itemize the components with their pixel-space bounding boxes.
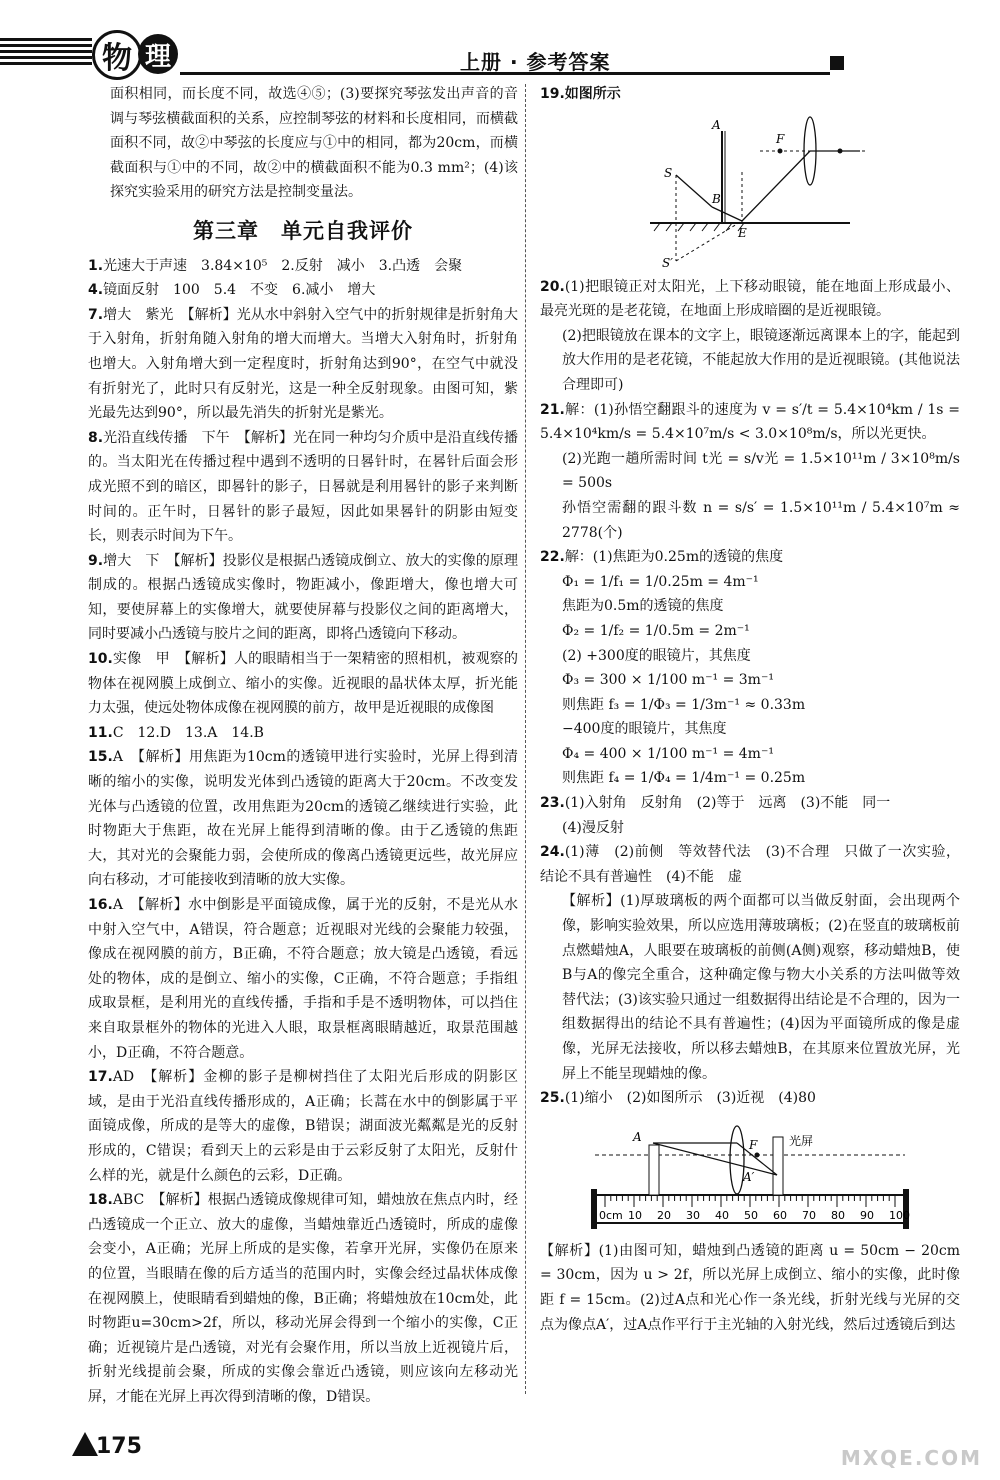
ruler-tick-label: 80 (831, 1208, 845, 1222)
ruler-tick-label: 30 (686, 1208, 700, 1222)
answer-text: 则焦距 f₄ = 1/Φ₄ = 1/4m⁻¹ = 0.25m (562, 770, 806, 787)
question-number: 17. (88, 1069, 113, 1086)
answer-text: Φ₁ = 1/f₁ = 1/0.25m = 4m⁻¹ (562, 573, 759, 590)
right-item (540, 398, 960, 447)
header-rule (180, 72, 830, 75)
right-item (540, 816, 960, 841)
answer-text: 解：(1)孙悟空翻跟斗的速度为 v = s′/t = 5.4×10⁴km / 1s = 5.4×10⁴km/s = 5.4×10⁷m/s < 3.0×10⁸m/s，所以光更快。 (540, 401, 960, 443)
answer-text: ABC 【解析】根据凸透镜成像规律可知，蜡烛放在焦点内时，经凸透镜成一个正立、放大的虚像，当蜡烛靠近凸透镜时，所成的虚像会变小，A正确；光屏上所成的是实像，若拿开光屏，实像仍在原来的位置，当眼睛在像的后方适当的范围内时，实像会经过晶状体成像在视网膜上，使眼睛看到蜡烛的像，B正确；将蜡烛放在10cm处，此时物距u=30cm>2f，所以，移动光屏会得到一个缩小的实像，C正确；近视镜片是凸透镜，对光有会聚作用，所以当放上近视镜片后，折射光线提前会聚，所成的实像会靠近凸透镜，则应该向左移动光屏，才能在光屏上再次得到清晰的像，D错误。 (88, 1192, 518, 1405)
q25-analysis: 【解析】(1)由图可知，蜡烛到凸透镜的距离 u = 50cm − 20cm = 30cm，因为 u > 2f，所以光屏上成倒立、缩小的实像，此时像距 f = 15cm。(2)过A点和光心作一条光线，折射光线与光屏的交点为像点A′，过A点作平行于主光轴的入射光线，然后过透镜后到达 (540, 1242, 960, 1333)
question-number: 10. (88, 651, 113, 668)
header-title: 上册 · 参考答案 (460, 50, 611, 74)
question-number: 18. (88, 1192, 113, 1209)
question-number: 24. (540, 844, 565, 861)
answer-text: (1)薄 (2)前侧 等效替代法 (3)不合理 只做了一次实验，结论不具有普遍性 (4)不能 虚 (540, 844, 960, 885)
answer-text: 解：(1)焦距为0.25m的透镜的焦度 (564, 549, 784, 566)
header-square-mark (830, 56, 844, 70)
answer-text: 【解析】(1)厚玻璃板的两个面都可以当做反射面，会出现两个像，影响实验效果，所以应选用薄玻璃板；(2)在竖直的玻璃板前点燃蜡烛A，人眼要在玻璃板的前侧(A侧)观察，移动蜡烛B，使B与A的像完全重合，这种确定像与物大小关系的方法叫做等效替代法；(3)该实验只通过一组数据得出结论是不合理的，因为一组数据得出的结论不具有普遍性；(4)因为平面镜所成的像是虚像，光屏无法接收，所以移去蜡烛B，在其原来位置放光屏，光屏上不能呈现蜡烛的像。 (562, 893, 960, 1082)
fig25-label-a: A (633, 1129, 642, 1144)
publisher-logo-icon (72, 1432, 98, 1456)
answer-text: (4)漫反射 (562, 819, 624, 836)
right-item (540, 791, 960, 816)
ruler-tick-label: 10 (628, 1208, 642, 1222)
left-column (88, 82, 518, 1409)
answer-text: A 【解析】用焦距为10cm的透镜甲进行实验时，光屏上得到清晰的缩小的实像，说明发光体到凸透镜的距离大于20cm。不改变发光体与凸透镜的位置，改用焦距为20cm的透镜乙继续进行实验，此时物距大于焦距，故在光屏上能得到清晰的像。由于乙透镜的焦距大，其对光的会聚能力弱，会使所成的像离凸透镜更远些，故光屏应向右移动，才可能接收到清晰的放大实像。 (88, 749, 518, 889)
question-number: 22. (540, 549, 565, 566)
answer-text: (2)光跑一趟所需时间 t光 = s/v光 = 1.5×10¹¹m / 3×10⁸m/s = 500s (562, 450, 960, 492)
answer-text: 实像 甲 【解析】人的眼睛相当于一架精密的照相机，被观察的物体在视网膜上成倒立、缩小的实像。近视眼的晶状体太厚，折光能力太强，使远处物体成像在视网膜的前方，故甲是近视眼的成像图 (88, 651, 518, 717)
left-item (88, 278, 518, 303)
question-number: 11. (88, 724, 113, 741)
ruler-tick-label: 60 (773, 1208, 787, 1222)
q19-text: 19.如图所示 (540, 86, 621, 102)
fig19-label-f: F (776, 131, 785, 146)
answer-text: (1)缩小 (2)如图所示 (3)近视 (4)80 (564, 1090, 816, 1107)
right-item (540, 545, 960, 570)
left-item (88, 426, 518, 549)
fig19-label-e: E (738, 225, 747, 240)
fig19-label-s-prime: S′ (662, 255, 673, 270)
subject-logo-char2: 理 (138, 34, 178, 74)
question-number: 8. (88, 429, 104, 446)
answer-text: (2)把眼镜放在课本的文字上，眼镜逐渐远离课本上的字，能起到放大作用的是老花镜，不能起放大作用的是近视眼镜。(其他说法合理即可) (562, 327, 960, 393)
left-item (88, 647, 518, 721)
left-item (88, 303, 518, 426)
right-item (540, 889, 960, 1086)
right-item (540, 275, 960, 324)
left-item (88, 745, 518, 893)
question-number: 25. (540, 1090, 565, 1107)
answer-text: (1)入射角 反射角 (2)等于 远离 (3)不能 同一 (564, 795, 891, 812)
fig19-label-a: A (712, 117, 721, 132)
answer-text: 焦距为0.5m的透镜的焦度 (562, 598, 724, 615)
answer-text: 增大 下 【解析】投影仪是根据凸透镜成倒立、放大的实像的原理制成的。根据凸透镜成实像时，物距减小，像距增大，像也增大可知，要使屏幕上的实像增大，就要使屏幕与投影仪之间的距离增大，同时要减小凸透镜与胶片之间的距离，即将凸透镜向下移动。 (88, 552, 518, 643)
page-header (0, 0, 1000, 80)
fig25-label-f: F (749, 1137, 758, 1152)
ruler-tick-label: 70 (802, 1208, 816, 1222)
right-item (540, 840, 960, 889)
left-item (88, 1065, 518, 1188)
intro-paragraph: 面积相同，而长度不同，故选④⑤；(3)要探究琴弦发出声音的音调与琴弦横截面积的关系，应控制琴弦的材料和长度相同，而横截面积不同，故②中琴弦的长度应与①中的相同，都为20cm，而横截面积与①中的不同，故②中的横截面积不能为0.3 mm²；(4)该探究实验采用的研究方法是控制变量法。 (110, 86, 518, 201)
ruler-tick-label: 50 (744, 1208, 758, 1222)
right-item (540, 742, 960, 767)
fig25-label-screen: 光屏 (789, 1133, 814, 1148)
chapter-title: 第三章 单元自我评价 (193, 218, 413, 243)
answer-text: (2) +300度的眼镜片，其焦度 (562, 647, 751, 664)
question-number: 16. (88, 897, 113, 913)
left-item (88, 1188, 518, 1409)
left-item (88, 893, 518, 1065)
right-item (540, 644, 960, 669)
fig19-label-b: B (712, 191, 721, 206)
right-item (540, 1086, 960, 1111)
question-number: 1. (88, 257, 104, 274)
right-item (540, 619, 960, 644)
left-item (88, 549, 518, 647)
ruler-tick-label: 20 (657, 1208, 671, 1222)
ruler-tick-label: 0cm (599, 1208, 623, 1222)
answer-text: 光速大于声速 3.84×10⁵ 2.反射 减小 3.凸透 会聚 (103, 257, 463, 274)
right-item (540, 717, 960, 742)
answer-text: 增大 紫光 【解析】光从水中斜射入空气中的折射规律是折射角大于入射角，折射角随入射角的增大而增大。当增大入射角时，折射角也增大。入射角增大到一定程度时，折射角达到90°，在空气中就没有折射光了，此时只有反射光，这是一种全反射现象。由图可知，紫光最先达到90°，所以最先消失的折射光是紫光。 (88, 306, 518, 422)
right-item (540, 324, 960, 398)
watermark: MXQE.COM (840, 1446, 982, 1470)
question-number: 7. (88, 306, 104, 323)
right-answer-list (540, 275, 960, 1111)
right-column (540, 82, 960, 1337)
right-item (540, 766, 960, 791)
right-item (540, 594, 960, 619)
left-item (88, 254, 518, 279)
answer-text: 光沿直线传播 下午 【解析】光在同一种均匀介质中是沿直线传播的。当太阳光在传播过程中遇到不透明的日晷针时，在晷针后面会形成光照不到的暗区，即晷针的影子，日晷就是利用晷针的影子来判断时间的。正午时，日晷针的影子最短，因此如果晷针的阴影由短变长，则表示时间为下午。 (88, 429, 518, 545)
fig19-label-s: S (664, 165, 673, 180)
q19-label (540, 82, 960, 107)
answer-text: AD 【解析】金柳的影子是柳树挡住了太阳光后形成的阴影区域，是由于光沿直线传播形成的，A正确；长蒿在水中的倒影属于平面镜成像，所成的是等大的虚像，B错误；湖面波光粼粼是光的反射形成的，C错误；看到天上的云彩是由于云彩反射了太阳光，反射什么样的光，就是什么颜色的云彩，D正确。 (88, 1069, 518, 1184)
subject-logo-char1: 物 (92, 30, 142, 80)
answer-text: 则焦距 f₃ = 1/Φ₃ = 1/3m⁻¹ ≈ 0.33m (562, 696, 806, 713)
column-divider (525, 84, 526, 1394)
ruler-tick-label: 40 (715, 1208, 729, 1222)
right-item (540, 693, 960, 718)
figure-19-reflection-diagram (630, 111, 870, 271)
left-answer-list (88, 254, 518, 1410)
question-number: 21. (540, 401, 565, 418)
right-item (540, 447, 960, 496)
page-number: 175 (96, 1434, 142, 1459)
header-stripes (0, 38, 92, 68)
answer-text: Φ₂ = 1/f₂ = 1/0.5m = 2m⁻¹ (562, 622, 750, 639)
right-item (540, 570, 960, 595)
question-number: 20. (540, 278, 565, 295)
answer-text: C 12.D 13.A 14.B (112, 724, 264, 741)
question-number: 9. (88, 552, 104, 569)
left-item (88, 721, 518, 746)
question-number: 4. (88, 282, 104, 299)
right-item (540, 496, 960, 545)
answer-text: 镜面反射 100 5.4 不变 6.减小 增大 (103, 282, 376, 299)
question-number: 15. (88, 749, 113, 766)
question-number: 23. (540, 795, 565, 812)
answer-text: Φ₄ = 400 × 1/100 m⁻¹ = 4m⁻¹ (562, 745, 774, 762)
ruler-tick-label: 100 (889, 1208, 910, 1222)
answer-text: Φ₃ = 300 × 1/100 m⁻¹ = 3m⁻¹ (562, 672, 774, 689)
fig25-label-a-prime: A′ (743, 1169, 755, 1184)
answer-text: A 【解析】水中倒影是平面镜成像，属于光的反射，不是光从水中射入空气中，A错误，符合题意；近视眼对光线的会聚能力较强，像成在视网膜的前方，B正确，不符合题意；放大镜是凸透镜，看远处的物体，成的是倒立、缩小的实像，C正确，不符合题意；手指组成取景框，是利用光的直线传播，手指和手是不透明物体，可以挡住来自取景框外的物体的光进入人眼，取景框离眼睛越近，取景范围越小，D正确，不符合题意。 (88, 897, 518, 1061)
figure-25-lens-bench (585, 1115, 915, 1235)
ruler-tick-label: 90 (860, 1208, 874, 1222)
answer-text: 孙悟空需翻的跟斗数 n = s/s′ = 1.5×10¹¹m / 5.4×10⁷m ≈ 2778(个) (562, 499, 960, 541)
answer-text: −400度的眼镜片，其焦度 (562, 721, 727, 738)
answer-text: (1)把眼镜正对太阳光，上下移动眼镜，能在地面上形成最小、最亮光斑的是老花镜，在地面上形成暗圈的是近视眼镜。 (540, 278, 960, 320)
right-item (540, 668, 960, 693)
